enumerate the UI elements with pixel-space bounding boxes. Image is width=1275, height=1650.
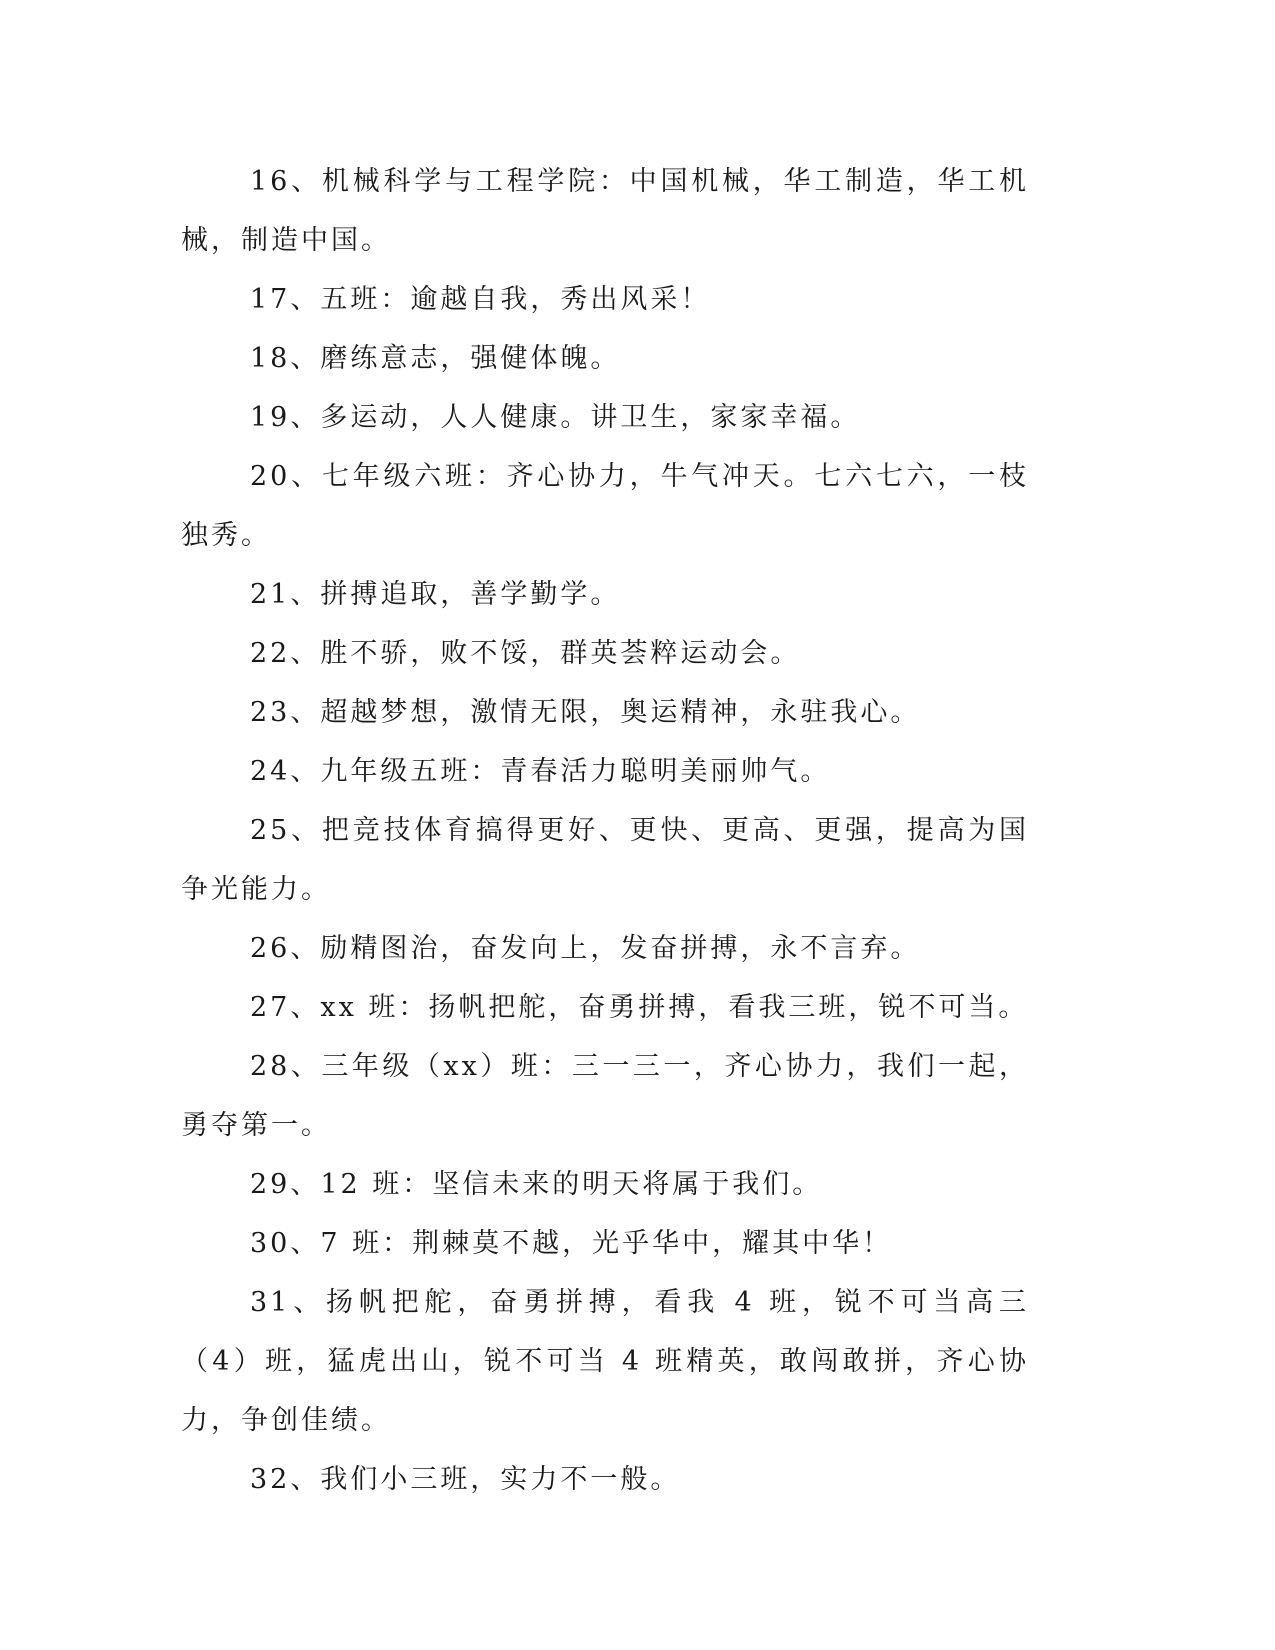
slogan-paragraph-30: 30、7 班：荆棘莫不越，光乎华中，耀其中华！ — [250, 1228, 893, 1259]
slogan-paragraph-20: 20、七年级六班：齐心协力，牛气冲天。七六七六，一枝独秀。 — [181, 461, 1029, 551]
slogan-paragraph-24: 24、九年级五班：青春活力聪明美丽帅气。 — [250, 756, 831, 787]
slogan-paragraph-16: 16、机械科学与工程学院：中国机械，华工制造，华工机械，制造中国。 — [181, 166, 1029, 256]
slogan-paragraph-27: 27、xx 班：扬帆把舵，奋勇拼搏，看我三班，锐不可当。 — [250, 992, 1029, 1023]
slogan-paragraph-22: 22、胜不骄，败不馁，群英荟粹运动会。 — [250, 638, 801, 669]
slogan-paragraph-28: 28、三年级（xx）班：三一三一，齐心协力，我们一起，勇夺第一。 — [181, 1051, 1029, 1141]
slogan-paragraph-31: 31、扬帆把舵，奋勇拼搏，看我 4 班，锐不可当高三（4）班，猛虎出山，锐不可当 4 班精英，敢闯敢拼，齐心协力，争创佳绩。 — [181, 1287, 1029, 1436]
slogan-paragraph-25: 25、把竞技体育搞得更好、更快、更高、更强，提高为国争光能力。 — [181, 815, 1029, 905]
slogan-paragraph-26: 26、励精图治，奋发向上，发奋拼搏，永不言弃。 — [250, 933, 921, 964]
slogan-paragraph-29: 29、12 班：坚信未来的明天将属于我们。 — [250, 1169, 823, 1200]
slogan-paragraph-18: 18、磨练意志，强健体魄。 — [250, 343, 621, 374]
slogan-paragraph-17: 17、五班：逾越自我，秀出风采！ — [250, 284, 711, 315]
slogan-paragraph-32: 32、我们小三班，实力不一般。 — [250, 1464, 681, 1495]
document-body — [181, 152, 1029, 1509]
slogan-paragraph-19: 19、多运动，人人健康。讲卫生，家家幸福。 — [250, 402, 861, 433]
slogan-paragraph-23: 23、超越梦想，激情无限，奥运精神，永驻我心。 — [250, 697, 921, 728]
slogan-paragraph-21: 21、拼搏追取，善学勤学。 — [250, 579, 621, 610]
